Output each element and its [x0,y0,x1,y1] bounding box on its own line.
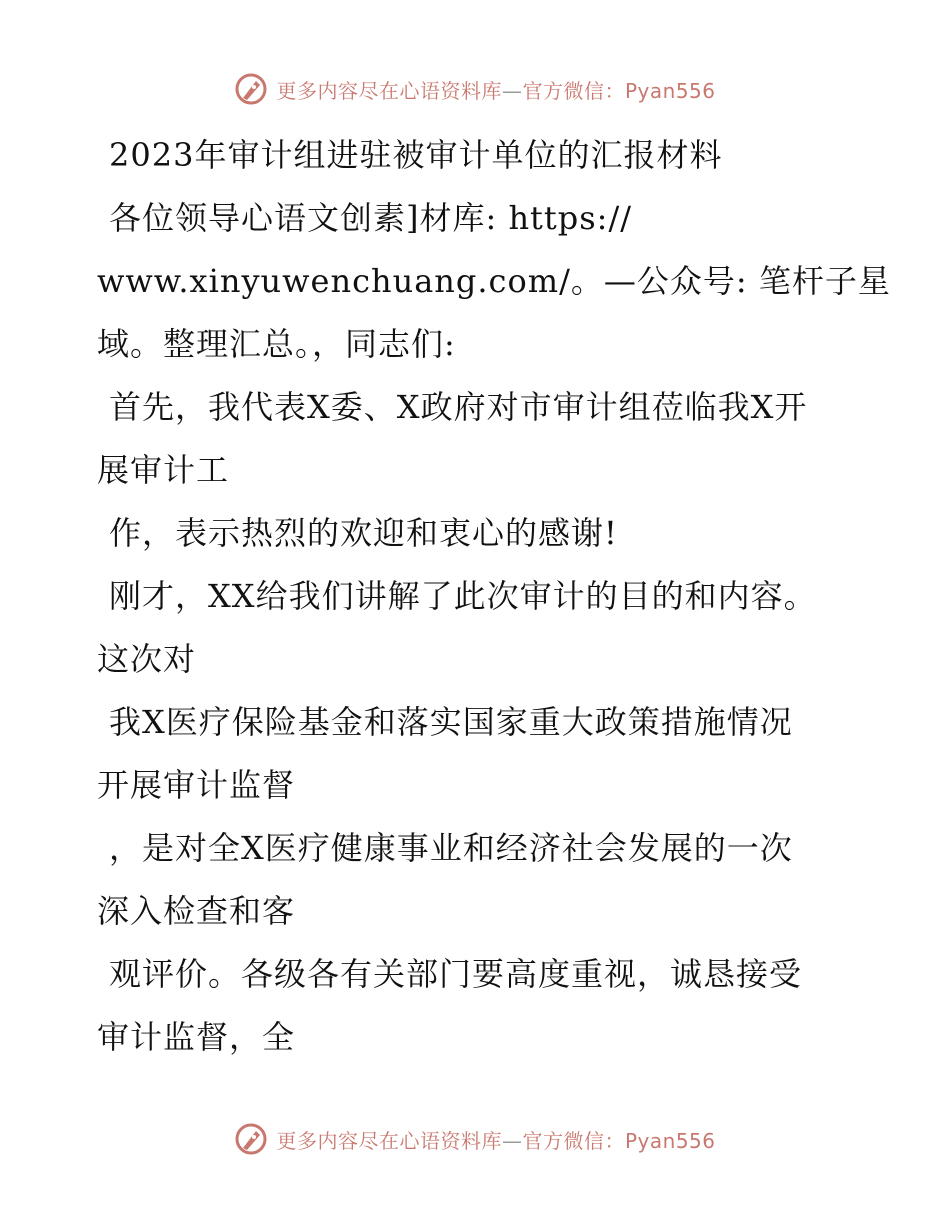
paragraph-greeting [97,187,891,376]
text-line: 我X医疗保险基金和落实国家重大政策措施情况 [109,703,793,741]
paragraph-evaluation [97,943,857,1069]
text-line: 深入检查和客 [97,892,296,930]
paragraph-briefing [97,565,857,691]
paragraph-welcome [97,376,857,502]
pen-nib-logo-icon [234,72,268,106]
text-line: 审计监督，全 [97,1018,296,1056]
watermark-dash: — [501,1128,523,1153]
text-line: ，是对全X医疗健康事业和经济社会发展的一次 [109,829,793,867]
footer-watermark [0,1119,950,1159]
watermark-brand: 更多内容尽在心语资料库 [276,78,502,103]
text-line: www.xinyuwenchuang.com/。—公众号: 笔杆子星 [97,262,891,300]
watermark-text [276,75,715,104]
text-line: 各位领导心语文创素]材库: https:// [109,199,633,237]
text-line: 域。整理汇总。，同志们: [97,325,456,363]
document-body [97,124,891,1069]
text-line: 观评价。各级各有关部门要高度重视，诚恳接受 [109,955,803,993]
watermark-text [276,1125,715,1154]
text-line: 刚才，XX给我们讲解了此次审计的目的和内容。 [109,577,817,615]
text-line: 开展审计监督 [97,766,296,804]
watermark-wechat-id: Pyan556 [624,1128,716,1153]
paragraph-audit-significance [97,817,857,943]
text-line: 首先，我代表X委、X政府对市审计组莅临我X开 [109,388,808,426]
pen-nib-logo-icon [234,1122,268,1156]
text-line: 作，表示热烈的欢迎和衷心的感谢! [109,514,618,552]
document-title: 2023年审计组进驻被审计单位的汇报材料 [109,136,723,174]
watermark-wechat-label: 官方微信： [522,1128,625,1153]
header-watermark [0,69,950,109]
watermark-brand: 更多内容尽在心语资料库 [276,1128,502,1153]
text-line: 这次对 [97,640,197,678]
paragraph-thanks [97,502,857,565]
watermark-dash: — [501,78,523,103]
paragraph-audit-scope [97,691,857,817]
watermark-wechat-label: 官方微信： [522,78,625,103]
watermark-wechat-id: Pyan556 [624,78,716,103]
text-line: 展审计工 [97,451,230,489]
